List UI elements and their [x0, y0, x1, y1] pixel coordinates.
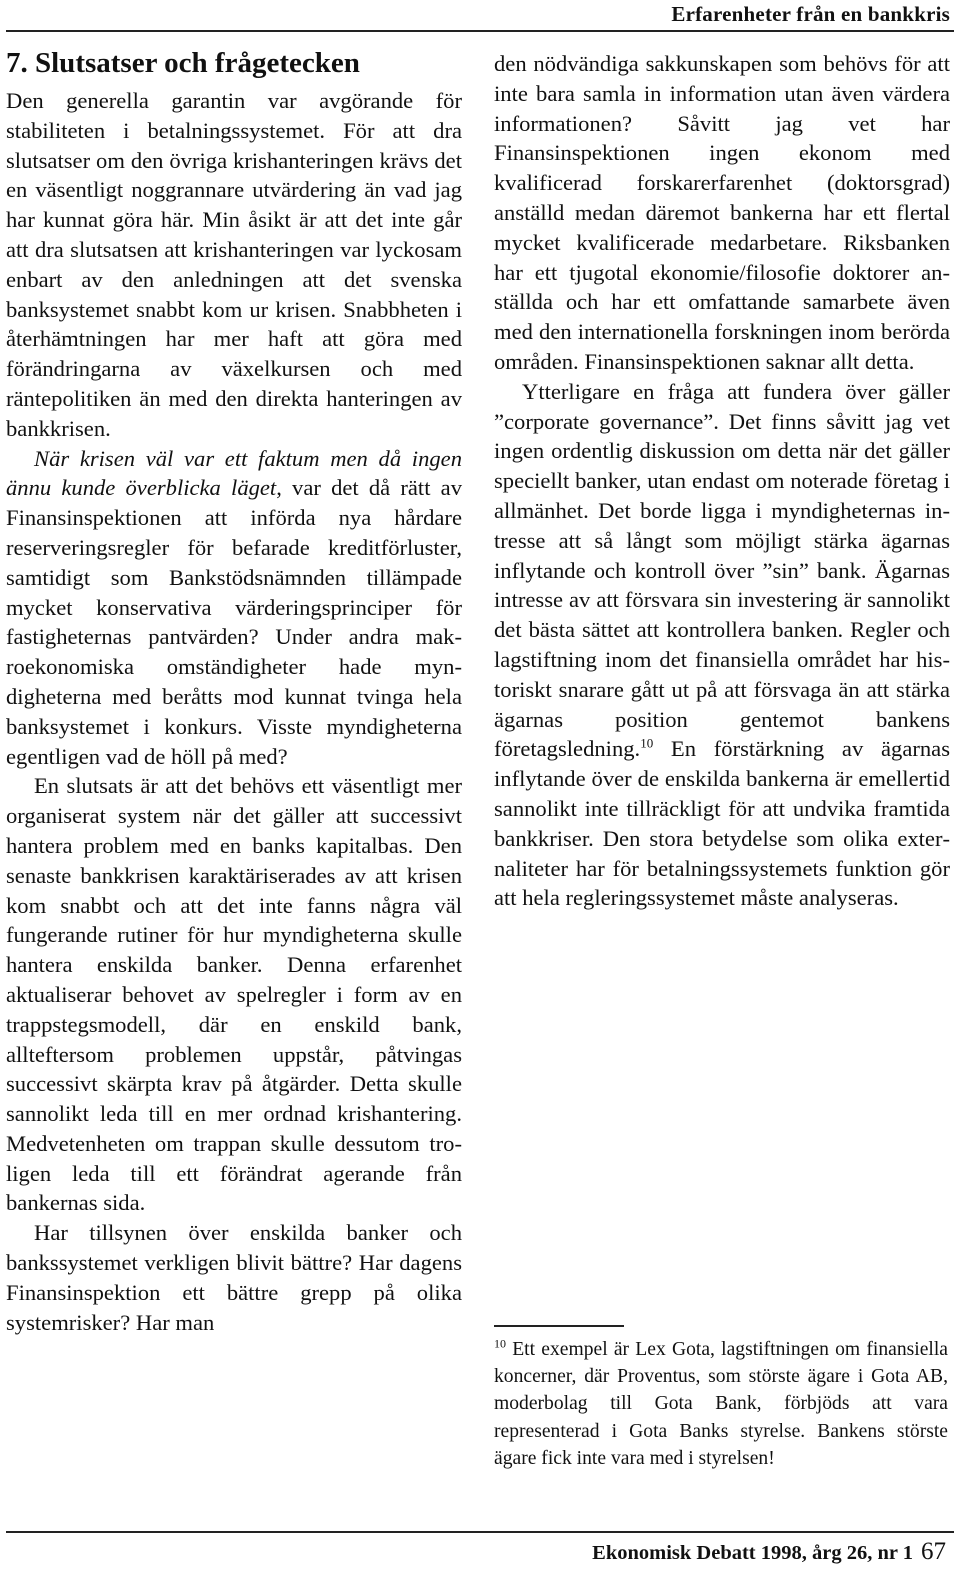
page-footer	[592, 1538, 946, 1566]
left-column	[6, 46, 462, 1337]
section-title: 7. Slutsatser och frågetecken	[6, 47, 360, 79]
right-paragraph-1: den nödvändiga sakkunskapen som behövs för att inte bara samla in information utan även värdera informationen? Såvitt jag vet har Finansinspektionen ingen ekonom med kvalificerad forskarerfarenhet (doktorsgrad) anställd medan däremot bankerna har ett flertal mycket kvalificerade medarbetare. Riksbanken har ett tjugotal ekonomie/filosofie doktorer anställda och har ett omfattande samarbete även med den internationella forskningen inom berörda områden. Finansinspektionen saknar allt detta.	[494, 51, 950, 374]
footer-rule	[6, 1531, 954, 1533]
journal-citation: Ekonomisk Debatt 1998, årg 26, nr 1	[592, 1542, 913, 1564]
footnote-number: 10	[494, 1336, 506, 1351]
header-rule	[6, 30, 954, 32]
right-paragraph-2a: Ytterligare en fråga att fundera över gäller ”corporate governance”. Det finns såvitt jag vet ingen ordentlig diskussion om detta när det gäller speciellt banker, utan endast om noterade företag i allmänhet. Det borde ligga i myndigheternas intresse att så långt som möjligt stärka ägarnas inflytande och kontroll över ”sin” bank. Ägarnas intresse av att försvara sin investering är sannolikt det bästa sättet att kontrollera banken. Regler och lagstiftning inom det finansiella området har historiskt snarare gått ut på att försvaga än att stärka ägarnas position gentemot bankens företagsledning.	[494, 378, 950, 762]
left-paragraph-1: Den generella garantin var avgörande för stabiliteten i betalningssystemet. För att dra slutsatser om den övriga krishanteringen krävs det en väsentligt noggrannare utvärdering än vad jag har kunnat göra här. Min åsikt är att det inte går att dra slutsatsen att krishanteringen var lyckosam enbart av den anledningen att det svenska banksystemet snabbt kom ur krisen. Snabbheten i återhämtningen har mer haft att göra med förändringarna av växelkursen och med räntepolitiken än med den direkta hanteringen av bankkrisen.	[6, 88, 462, 441]
footnote-10	[494, 1336, 948, 1472]
left-paragraph-4: Har tillsynen över enskilda banker och bankssystemet verkligen blivit bättre? Har dagens Finansinspektion ett bättre grepp på olika systemrisker? Har man	[6, 1220, 462, 1335]
footnote-ref-10[interactable]: 10	[640, 735, 654, 751]
right-paragraph-2	[494, 377, 950, 913]
left-paragraph-3: En slutsats är att det behövs ett väsentligt mer organiserat system när det gäller att successivt hantera problem med en banks kapitalbas. Den senaste bankkrisen karaktäriserades av att krisen kom snabbt och att det inte fanns några väl fungerande rutiner för hur myndigheterna skulle hantera enskilda banker. Denna erfarenhet aktualiserar behovet av spelregler i form av en trappstegsmodell, där en enskild bank, allteftersom problemen uppstår, påtvingas successivt skärpta krav på åtgärder. Detta skulle sannolikt leda till en mer ordnad krishantering. Medvetenheten om trappan skulle dessutom troligen leda till ett förändrat agerande från bankernas sida.	[6, 773, 462, 1216]
left-paragraph-2-rest: , var det då rätt av Finansinspektionen att införda nya hårdare reserveringsregler för befarade kreditförluster, samtidigt som Bankstödsnämnden tillämpade mycket konservativa värderingsprinciper för fastigheternas pantvärden? Under andra makroekonomiska omständigheter hade myndigheterna med beråtts mod kunnat tvinga hela banksystemet i konkurs. Visste myndigheterna egentligen vad de höll på med?	[6, 475, 462, 769]
left-paragraph-2-italic: När krisen väl var ett faktum men då ingen ännu kunde överblicka läget	[6, 445, 462, 501]
footnote-rule	[494, 1325, 624, 1327]
running-head: Erfarenheter från en bankkris	[671, 2, 950, 26]
page-number: 67	[921, 1538, 946, 1565]
footnote-text: Ett exempel är Lex Gota, lagstiftningen om finansiella koncerner, där Proventus, som störste ägare i Gota AB, moderbolag till Gota Bank, förbjöds att vara representerad i Gota Banks styrelse. Bankens störste ägare fick inte vara med i styrelsen!	[494, 1339, 948, 1469]
right-column	[494, 49, 950, 913]
left-paragraph-2	[6, 444, 462, 772]
right-paragraph-2b: En förstärkning av ägarnas inflytande över de enskilda bankerna är emellertid sannolikt inte tillräckligt för att undvika framtida bankkriser. Den stora betydelse som olika externaliteter har för betalningssystemets funktion gör att hela regleringssystemet måste analyseras.	[494, 736, 950, 911]
